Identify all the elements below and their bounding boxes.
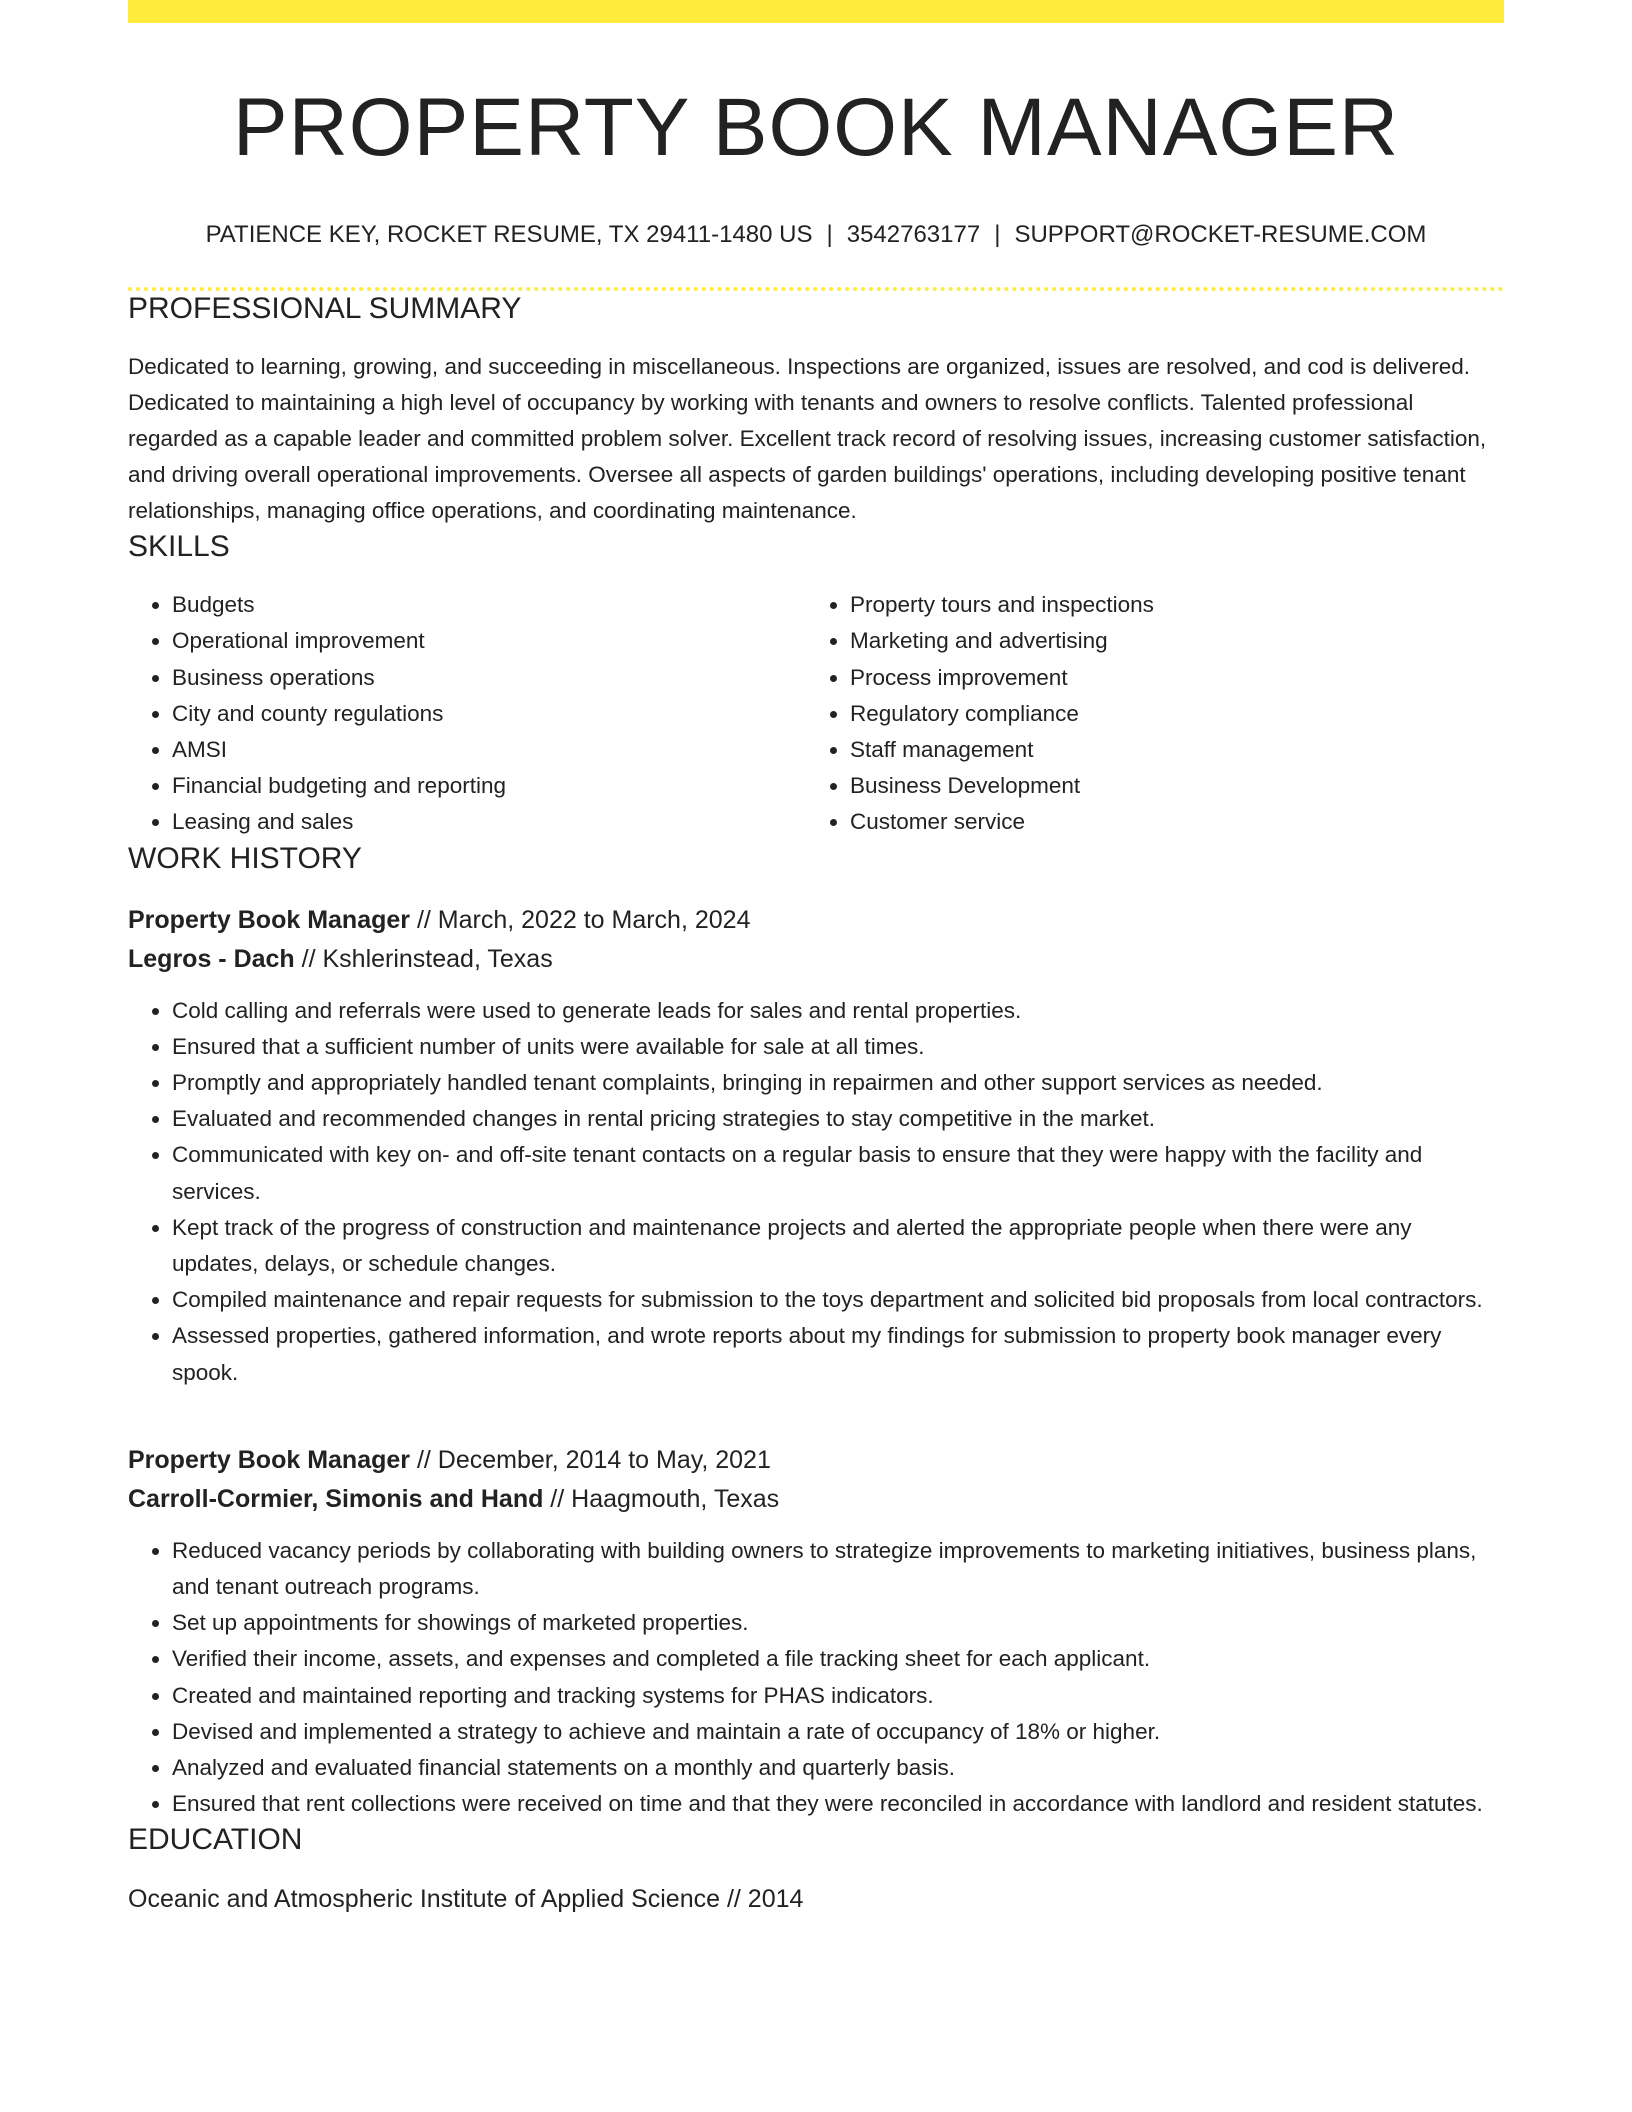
- job-role: Property Book Manager: [128, 905, 411, 934]
- contact-separator: |: [826, 221, 833, 249]
- job-dates: // December, 2014 to May, 2021: [410, 1445, 771, 1474]
- job-bullet: • Set up appointments for showings of marketed properties.: [172, 1605, 1504, 1641]
- skill-item: • Property tours and inspections: [850, 587, 1484, 623]
- skill-item: • AMSI: [172, 732, 806, 768]
- skill-item: • Business Development: [850, 768, 1484, 804]
- work-history-heading: WORK HISTORY: [128, 841, 362, 875]
- skill-item: • Staff management: [850, 732, 1484, 768]
- job-company-line: [128, 940, 1504, 979]
- skill-item: • City and county regulations: [172, 696, 806, 732]
- job-bullets: [128, 993, 1504, 1391]
- resume-page: [128, 0, 1504, 1919]
- job-bullet: • Analyzed and evaluated financial statements on a monthly and quarterly basis.: [172, 1750, 1504, 1786]
- skills-column-left: [128, 587, 806, 840]
- skill-item: • Budgets: [172, 587, 806, 623]
- education-entry: Oceanic and Atmospheric Institute of Applied Science // 2014: [128, 1885, 804, 1914]
- job-company: Carroll-Cormier, Simonis and Hand: [128, 1484, 544, 1513]
- job-title-line: [128, 1441, 1504, 1480]
- job-bullet: • Created and maintained reporting and tracking systems for PHAS indicators.: [172, 1678, 1504, 1714]
- education-heading: EDUCATION: [128, 1823, 303, 1857]
- resume-title: PROPERTY BOOK MANAGER: [232, 82, 1400, 173]
- accent-top-bar: [128, 0, 1504, 23]
- job-company: Legros - Dach: [128, 944, 295, 973]
- contact-phone: 3542763177: [846, 221, 981, 249]
- job-location: // Kshlerinstead, Texas: [294, 944, 553, 973]
- skills-column-right: [806, 587, 1484, 840]
- job-bullet: • Assessed properties, gathered information, and wrote reports about my findings for submission to property book manager every spook.: [172, 1318, 1504, 1390]
- job-bullet: • Kept track of the progress of construction and maintenance projects and alerted the appropriate people when there were any updates, delays, or schedule changes.: [172, 1210, 1504, 1282]
- skill-item: • Leasing and sales: [172, 804, 806, 840]
- job-title-line: [128, 901, 1504, 940]
- contact-separator: |: [994, 221, 1001, 249]
- skill-item: • Customer service: [850, 804, 1484, 840]
- job-role: Property Book Manager: [128, 1445, 411, 1474]
- job-entry: [128, 901, 1504, 1391]
- job-entry: [128, 1441, 1504, 1823]
- skill-item: • Operational improvement: [172, 623, 806, 659]
- job-bullet: • Promptly and appropriately handled tenant complaints, bringing in repairmen and other support services as needed.: [172, 1065, 1504, 1101]
- skill-item: • Marketing and advertising: [850, 623, 1484, 659]
- skill-item: • Business operations: [172, 660, 806, 696]
- summary-text: Dedicated to learning, growing, and succeeding in miscellaneous. Inspections are organized, issues are resolved, and cod is delivered. Dedicated to maintaining a high level of occupancy by working with tenants and owners to resolve conflicts. Talented professional regarded as a capable leader and committed problem solver. Excellent track record of resolving issues, increasing customer satisfaction, and driving overall operational improvements. Oversee all aspects of garden buildings' operations, including developing positive tenant relationships, managing office operations, and coordinating maintenance.: [128, 354, 1487, 524]
- job-bullet: • Compiled maintenance and repair requests for submission to the toys department and solicited bid proposals from local contractors.: [172, 1282, 1504, 1318]
- skill-item: • Regulatory compliance: [850, 696, 1484, 732]
- job-company-line: [128, 1480, 1504, 1519]
- job-bullet: • Reduced vacancy periods by collaborating with building owners to strategize improvements to marketing initiatives, business plans, and tenant outreach programs.: [172, 1533, 1504, 1605]
- job-bullet: • Devised and implemented a strategy to achieve and maintain a rate of occupancy of 18% or higher.: [172, 1714, 1504, 1750]
- job-bullet: • Verified their income, assets, and expenses and completed a file tracking sheet for each applicant.: [172, 1641, 1504, 1677]
- skill-item: • Process improvement: [850, 660, 1484, 696]
- skill-item: • Financial budgeting and reporting: [172, 768, 806, 804]
- job-bullet: • Communicated with key on- and off-site tenant contacts on a regular basis to ensure that they were happy with the facility and services.: [172, 1137, 1504, 1209]
- skills-heading: SKILLS: [128, 530, 230, 564]
- contact-email: SUPPORT@ROCKET-RESUME.COM: [1014, 221, 1427, 249]
- contact-line: [128, 221, 1504, 249]
- job-bullet: • Ensured that rent collections were received on time and that they were reconciled in accordance with landlord and resident statutes.: [172, 1786, 1504, 1822]
- job-bullets: [128, 1533, 1504, 1823]
- job-bullet: • Evaluated and recommended changes in rental pricing strategies to stay competitive in the market.: [172, 1101, 1504, 1137]
- job-dates: // March, 2022 to March, 2024: [410, 905, 751, 934]
- job-bullet: • Cold calling and referrals were used to generate leads for sales and rental properties.: [172, 993, 1504, 1029]
- job-location: // Haagmouth, Texas: [543, 1484, 780, 1513]
- skills-list: [128, 587, 1504, 840]
- job-bullet: • Ensured that a sufficient number of units were available for sale at all times.: [172, 1029, 1504, 1065]
- contact-address: PATIENCE KEY, ROCKET RESUME, TX 29411-1480 US: [205, 221, 813, 249]
- summary-heading: PROFESSIONAL SUMMARY: [128, 292, 522, 326]
